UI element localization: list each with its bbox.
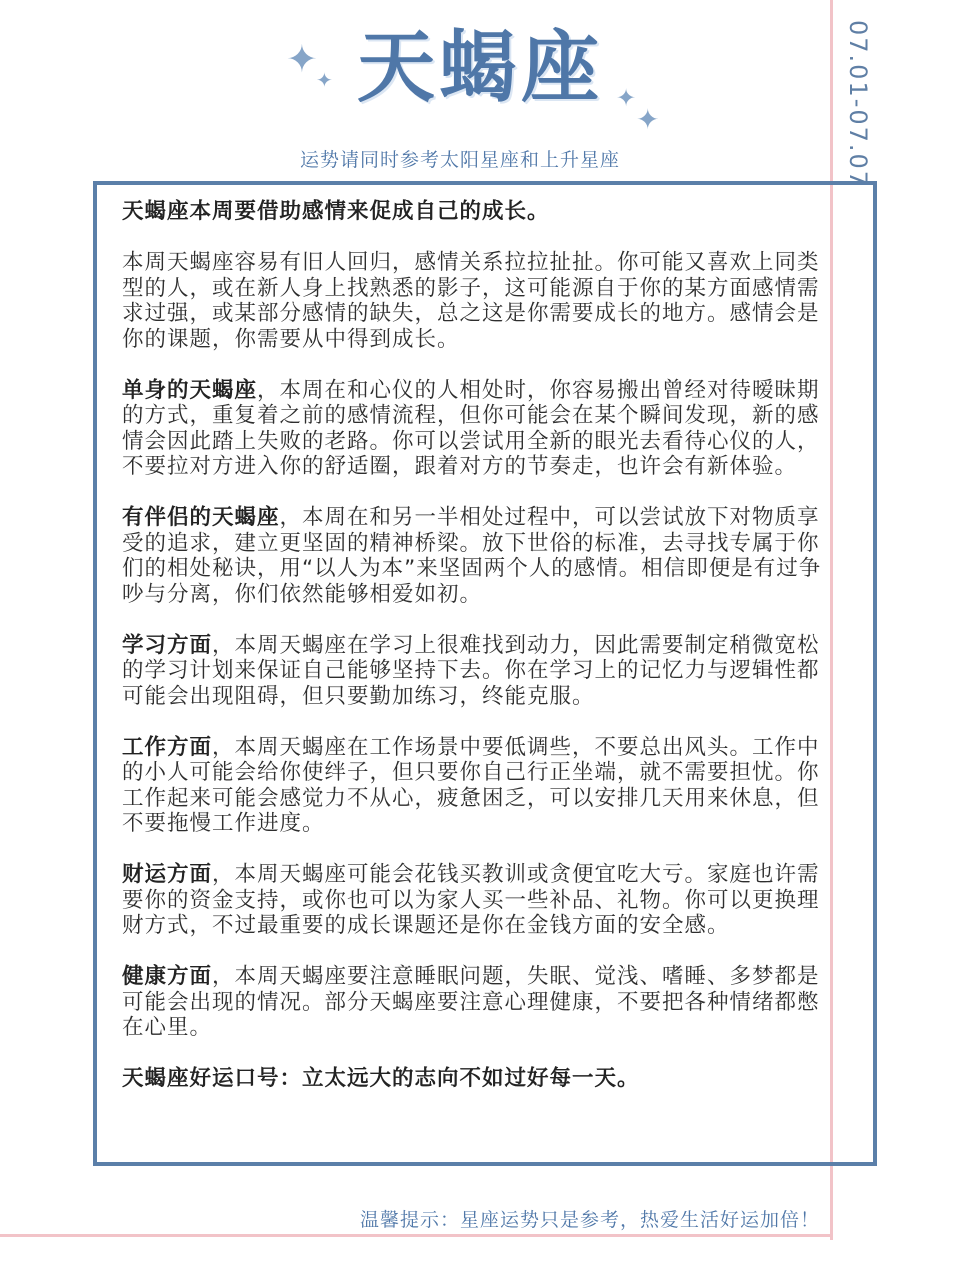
section-partnered bbox=[122, 505, 822, 607]
page-title: 天蝎座 bbox=[356, 23, 603, 113]
section-wealth bbox=[122, 862, 822, 939]
sparkle-icon: ✦ bbox=[286, 37, 318, 81]
section-text: ，本周天蝎座在学习上很难找到动力，因此需要制定稍微宽松的学习计划来保证自己能够坚持下去。你在学习上的记忆力与逻辑性都可能会出现阻碍，但只要勤加练习，终能克服。 bbox=[122, 632, 820, 709]
section-heading: 工作方面 bbox=[122, 734, 213, 760]
subtitle: 运势请同时参考太阳星座和上升星座 bbox=[299, 149, 620, 171]
section-text: ，本周天蝎座在工作场景中要低调些，不要总出风头。工作中的小人可能会给你使绊子，但只要你自己行正坐端，就不需要担忧。你工作起来可能会感觉力不从心，疲惫困乏，可以安排几天用来休息，但不要拖慢工作进度。 bbox=[122, 734, 820, 836]
section-health bbox=[122, 964, 822, 1041]
section-text: ，本周天蝎座可能会花钱买教训或贪便宜吃大亏。家庭也许需要你的资金支持，或你也可以为家人买一些补品、礼物。你可以更换理财方式，不过最重要的成长课题还是你在金钱方面的安全感。 bbox=[122, 862, 820, 938]
section-heading: 财运方面 bbox=[122, 862, 213, 887]
overview-paragraph: 本周天蝎座容易有旧人回归，感情关系拉拉扯扯。你可能又喜欢上同类型的人，或在新人身上找熟悉的影子，这可能源自于你的某方面感情需求过强，或某部分感情的缺失，总之这是你需要成长的地方。感情会是你的课题，你需要从中得到成长。 bbox=[122, 250, 820, 352]
pink-horizontal-line bbox=[0, 1234, 833, 1237]
section-single bbox=[122, 378, 822, 480]
section-heading: 有伴侣的天蝎座 bbox=[122, 505, 280, 530]
section-study bbox=[122, 633, 822, 710]
content-card bbox=[93, 181, 877, 1166]
section-work bbox=[122, 735, 822, 837]
section-text: ，本周在和心仪的人相处时，你容易搬出曾经对待暧昧期的方式，重复着之前的感情流程，但你可能会在某个瞬间发现，新的感情会因此踏上失败的老路。你可以尝试用全新的眼光去看待心仪的人，不要拉对方进入你的舒适圈，跟着对方的节奏走，也许会有新体验。 bbox=[122, 377, 820, 479]
section-text: ，本周在和另一半相处过程中，可以尝试放下对物质享受的追求，建立更坚固的精神桥梁。放下世俗的标准，去寻找专属于你们的相处秘诀，用“以人为本”来坚固两个人的感情。相信即便是有过争吵与分离，你们依然能够相爱如初。 bbox=[122, 505, 822, 607]
section-text: ，本周天蝎座要注意睡眠问题，失眠、觉浅、嗜睡、多梦都是可能会出现的情况。部分天蝎座要注意心理健康，不要把各种情绪都憋在心里。 bbox=[122, 964, 820, 1040]
section-heading: 健康方面 bbox=[122, 964, 213, 989]
footer-note: 温馨提示：星座运势只是参考，热爱生活好运加倍！ bbox=[360, 1209, 821, 1231]
intro-paragraph: 天蝎座本周要借助感情来促成自己的成长。 bbox=[122, 199, 550, 224]
card-body bbox=[122, 199, 822, 1117]
sparkle-icon: ✦ bbox=[616, 84, 637, 112]
section-heading: 单身的天蝎座 bbox=[122, 377, 258, 403]
date-range: 07.01-07.07 bbox=[844, 20, 872, 189]
section-heading: 学习方面 bbox=[122, 632, 213, 658]
sparkle-icon: ✦ bbox=[636, 103, 660, 136]
slogan: 天蝎座好运口号：立太远大的志向不如过好每一天。 bbox=[122, 1066, 640, 1091]
sparkle-icon: ✦ bbox=[316, 68, 333, 92]
